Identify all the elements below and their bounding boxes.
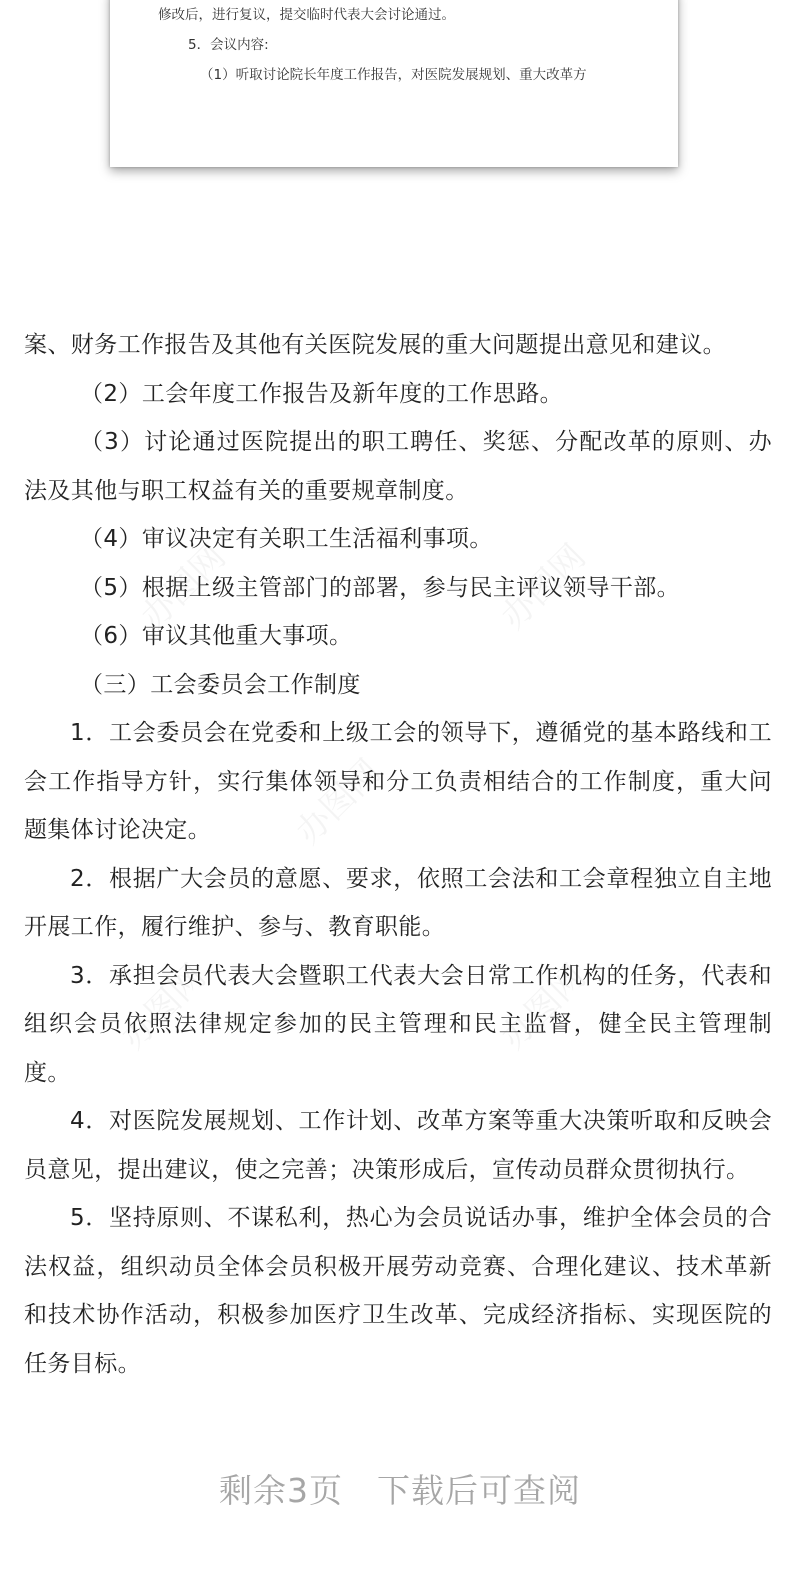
download-prompt[interactable] xyxy=(0,1465,800,1512)
section-heading: （三）工会委员会工作制度 xyxy=(80,671,361,698)
paragraph-item-3: （3）讨论通过医院提出的职工聘任、奖惩、分配改革的原则、办法及其他与职工权益有关的重要规章制度。 xyxy=(24,429,772,504)
document-preview-card xyxy=(110,0,678,167)
remaining-pages-label: 剩余3页 xyxy=(219,1471,343,1510)
watermark: 办图网 xyxy=(113,956,214,1058)
watermark: 办图网 xyxy=(493,956,594,1058)
rule-1: 1．工会委员会在党委和上级工会的领导下，遵循党的基本路线和工会工作指导方针，实行集体领导和分工负责相结合的工作制度，重大问题集体讨论决定。 xyxy=(24,720,772,843)
paragraph-item-5: （5）根据上级主管部门的部署，参与民主评议领导干部。 xyxy=(80,574,681,601)
paragraph-item-2: （2）工会年度工作报告及新年度的工作思路。 xyxy=(80,380,564,407)
rule-4: 4．对医院发展规划、工作计划、改革方案等重大决策听取和反映会员意见，提出建议，使之完善；决策形成后，宣传动员群众贯彻执行。 xyxy=(24,1108,772,1183)
watermark: 办图网 xyxy=(133,536,234,638)
preview-line-3: （1）听取讨论院长年度工作报告，对医院发展规划、重大改革方 xyxy=(200,67,587,83)
watermark: 办图网 xyxy=(288,751,389,853)
rule-2: 2．根据广大会员的意愿、要求，依照工会法和工会章程独立自主地开展工作，履行维护、参与、教育职能。 xyxy=(24,865,772,940)
paragraph-item-6: （6）审议其他重大事项。 xyxy=(80,623,353,649)
preview-line-1: 修改后，进行复议，提交临时代表大会讨论通过。 xyxy=(158,7,455,23)
paragraph-item-4: （4）审议决定有关职工生活福利事项。 xyxy=(80,526,493,552)
download-to-view-label[interactable]: 下载后可查阅 xyxy=(377,1471,581,1510)
preview-line-2: 5．会议内容: xyxy=(188,37,269,53)
rule-5: 5．坚持原则、不谋私利，热心为会员说话办事，维护全体会员的合法权益，组织动员全体会员积极开展劳动竞赛、合理化建议、技术革新和技术协作活动，积极参加医疗卫生改革、完成经济指标、实现医院的任务目标。 xyxy=(24,1205,772,1377)
rule-3: 3．承担会员代表大会暨职工代表大会日常工作机构的任务，代表和组织会员依照法律规定参加的民主管理和民主监督，健全民主管理制度。 xyxy=(24,962,772,1086)
watermark: 办图网 xyxy=(493,536,594,638)
paragraph-continuation: 案、财务工作报告及其他有关医院发展的重大问题提出意见和建议。 xyxy=(24,332,726,358)
document-body xyxy=(24,321,772,1388)
